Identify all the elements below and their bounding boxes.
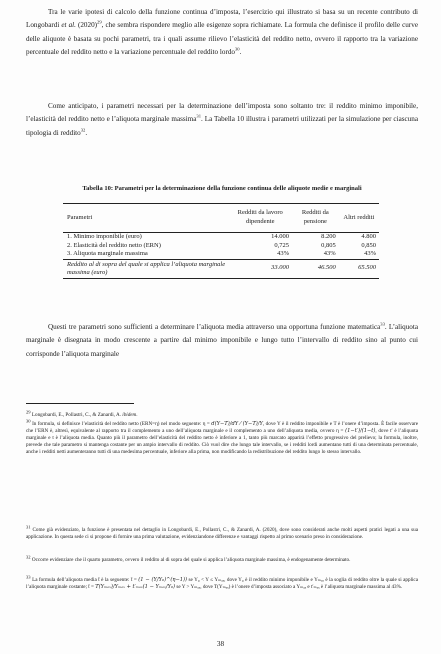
- footnote-33: $^{33}$ La formula dell’aliquota media t̄ è la seguente: t̄ = (1 − (Y/Y₀)^(η−1)) se Y₀ < Y ≤ Yₘₐₓ, dove Y₀ è il reddito minimo imponibile e Yₘₐₓ è la soglia di reddito oltre la quale si applica l’aliquota marginale costante; t̄ = T(Yₘₐₓ)/Yₘₐₓ + t′ₘₐₓ(1 − Yₘₐₓ/Y₀) se Y > Yₘₐₓ, dove T(Yₘₐₓ) è l’onere d’imposta associato a Yₘₐₓ e t′ₘₐₓ è l’aliquota marginale massima al 43%.: [26, 574, 418, 590]
- footnote-29: $^{29}$ Longobardi, E., Pollastri, C., & Zanardi, A. ibidem.: [26, 409, 138, 418]
- elasticity-formula: d(Y−T)/dY ⁄ (Y−T)/Y: [211, 421, 263, 427]
- table-row: 3. Aliquota marginale massima 43% 43% 43%: [63, 250, 379, 259]
- parameters-table: [63, 203, 379, 279]
- table-row: 1. Minimo imponibile (euro) 14.000 8.200 4.800: [67, 233, 376, 240]
- footnote-separator: [26, 403, 134, 404]
- header-pensione: Redditi da pensione: [292, 204, 339, 233]
- paragraph-1: Tra le varie ipotesi di calcolo della funzione continua d’imposta, l’esercizio qui illustrato si basa su un recente contributo di Longobardi et al. $(2020)^{29}$, che sembra rispondere meglio alle esigenze sopra richiamate. La formula che definisce il profilo delle curve delle aliquote è basata su pochi parametri, tra i quali assume rilievo l’elasticità del reddito netto, ovvero il rapporto tra la variazione percentuale del reddito netto e la variazione percentuale del reddito lordo$^{30}$.: [26, 8, 418, 56]
- elasticity-ratio-formula: (1−t′)/(1−t): [345, 427, 376, 434]
- header-altri-redditi: Altri redditi: [339, 204, 379, 233]
- table-footer-row: Reddito al di sopra del quale si applica l’aliquota marginale massima (euro) 33.000 46.500 65.500: [63, 259, 379, 278]
- footnote-ref-29[interactable]: 29: [97, 19, 102, 25]
- footnote-32: $^{32}$ Occorre evidenziare che il quarto parametro, ovvero il reddito al di sopra del quale si applica l’aliquota marginale massima, è endogenamente determinato.: [26, 554, 351, 563]
- table-caption: Tabella 10: Parametri per la determinazione della funzione continua delle aliquote medie e marginali: [82, 185, 362, 192]
- footnote-30: $^{30}$ In formula, si definisce l’elasticità del reddito netto (ERN=η) nel modo seguente: η = d(Y−T)/dY ⁄ (Y−T)/Y, dove Y è il reddito imponibile e T è l’onere d’imposta. È facile osservare che l’ERN è, altresì, equivalente al rapporto tra il complemento a uno dell’aliquota marginale e il complemento a uno dell’aliquota media, ovvero η = (1−t′)/(1−t), dove t′ è l’aliquota marginale e t è l’aliquota media. Quanto più il parametro dell’elasticità del reddito netto è inferiore a 1, tanto più marcato apparirà l’effetto progressivo del prelievo; la formula, inoltre, prevede che tale parametro si mantenga costante per un ampio intervallo di reddito. Ciò vuol dire che lungo tale intervallo, se i redditi lordi aumentano tutti di una determinata percentuale, anche i redditi netti aumenteranno tutti di una medesima percentuale, inferiore alla prima, non modificando la redistribuzione del reddito lungo lo stesso intervallo.: [26, 418, 418, 455]
- footnote-ref-30[interactable]: 30: [234, 46, 240, 52]
- footnote-ref-31[interactable]: 31: [196, 113, 201, 119]
- average-rate-formula-max: T(Yₘₐₓ)/Yₘₐₓ + t′ₘₐₓ(1 − Yₘₐₓ/Y₀): [95, 583, 176, 590]
- table-row: 2. Elasticità del reddito netto (ERN) 0,725 0,805 0,850: [67, 241, 376, 249]
- paragraph-2: Come anticipato, i parametri necessari per la determinazione dell’imposta sono soltanto tre: il reddito minimo imponibile, l’elasticità del reddito netto e l’aliquota marginale massima$^{31}$. La Tabella 10 illustra i parametri utilizzati per la simulazione per ciascuna tipologia di reddito$^{32}$.: [26, 102, 418, 137]
- footnote-ref-32[interactable]: 32: [80, 127, 86, 133]
- header-lavoro-dipendente: Redditi da lavoro dipendente: [228, 204, 292, 233]
- table-header-row: [63, 204, 379, 233]
- paragraph-3: Questi tre parametri sono sufficienti a determinare l’aliquota media attraverso una opportuna funzione matematica$^{33}$. L’aliquota marginale è disegnata in modo crescente a partire dal minimo imponibile e lungo tutto l’intervallo di reddito sino al punto cui corrisponde l’aliquota marginale: [26, 321, 418, 358]
- average-rate-formula: (1 − (Y/Y₀)^(η−1)): [138, 577, 188, 583]
- header-parametri: Parametri: [63, 204, 228, 233]
- footnote-ref-33[interactable]: 33: [380, 321, 385, 327]
- page-number: 38: [216, 640, 225, 648]
- footnote-31: $^{31}$ Come già evidenziato, la funzione è presentata nel dettaglio in Longobardi, E., Pollastri, C., & Zanardi, A. (2020), dove sono considerati anche molti aspetti pratici legati a una sua applicazione. In questa sede ci si propone di fornire una prima valutazione, evidenziandone differenze e vantaggi rispetto al primo scenario preso in considerazione.: [26, 524, 418, 540]
